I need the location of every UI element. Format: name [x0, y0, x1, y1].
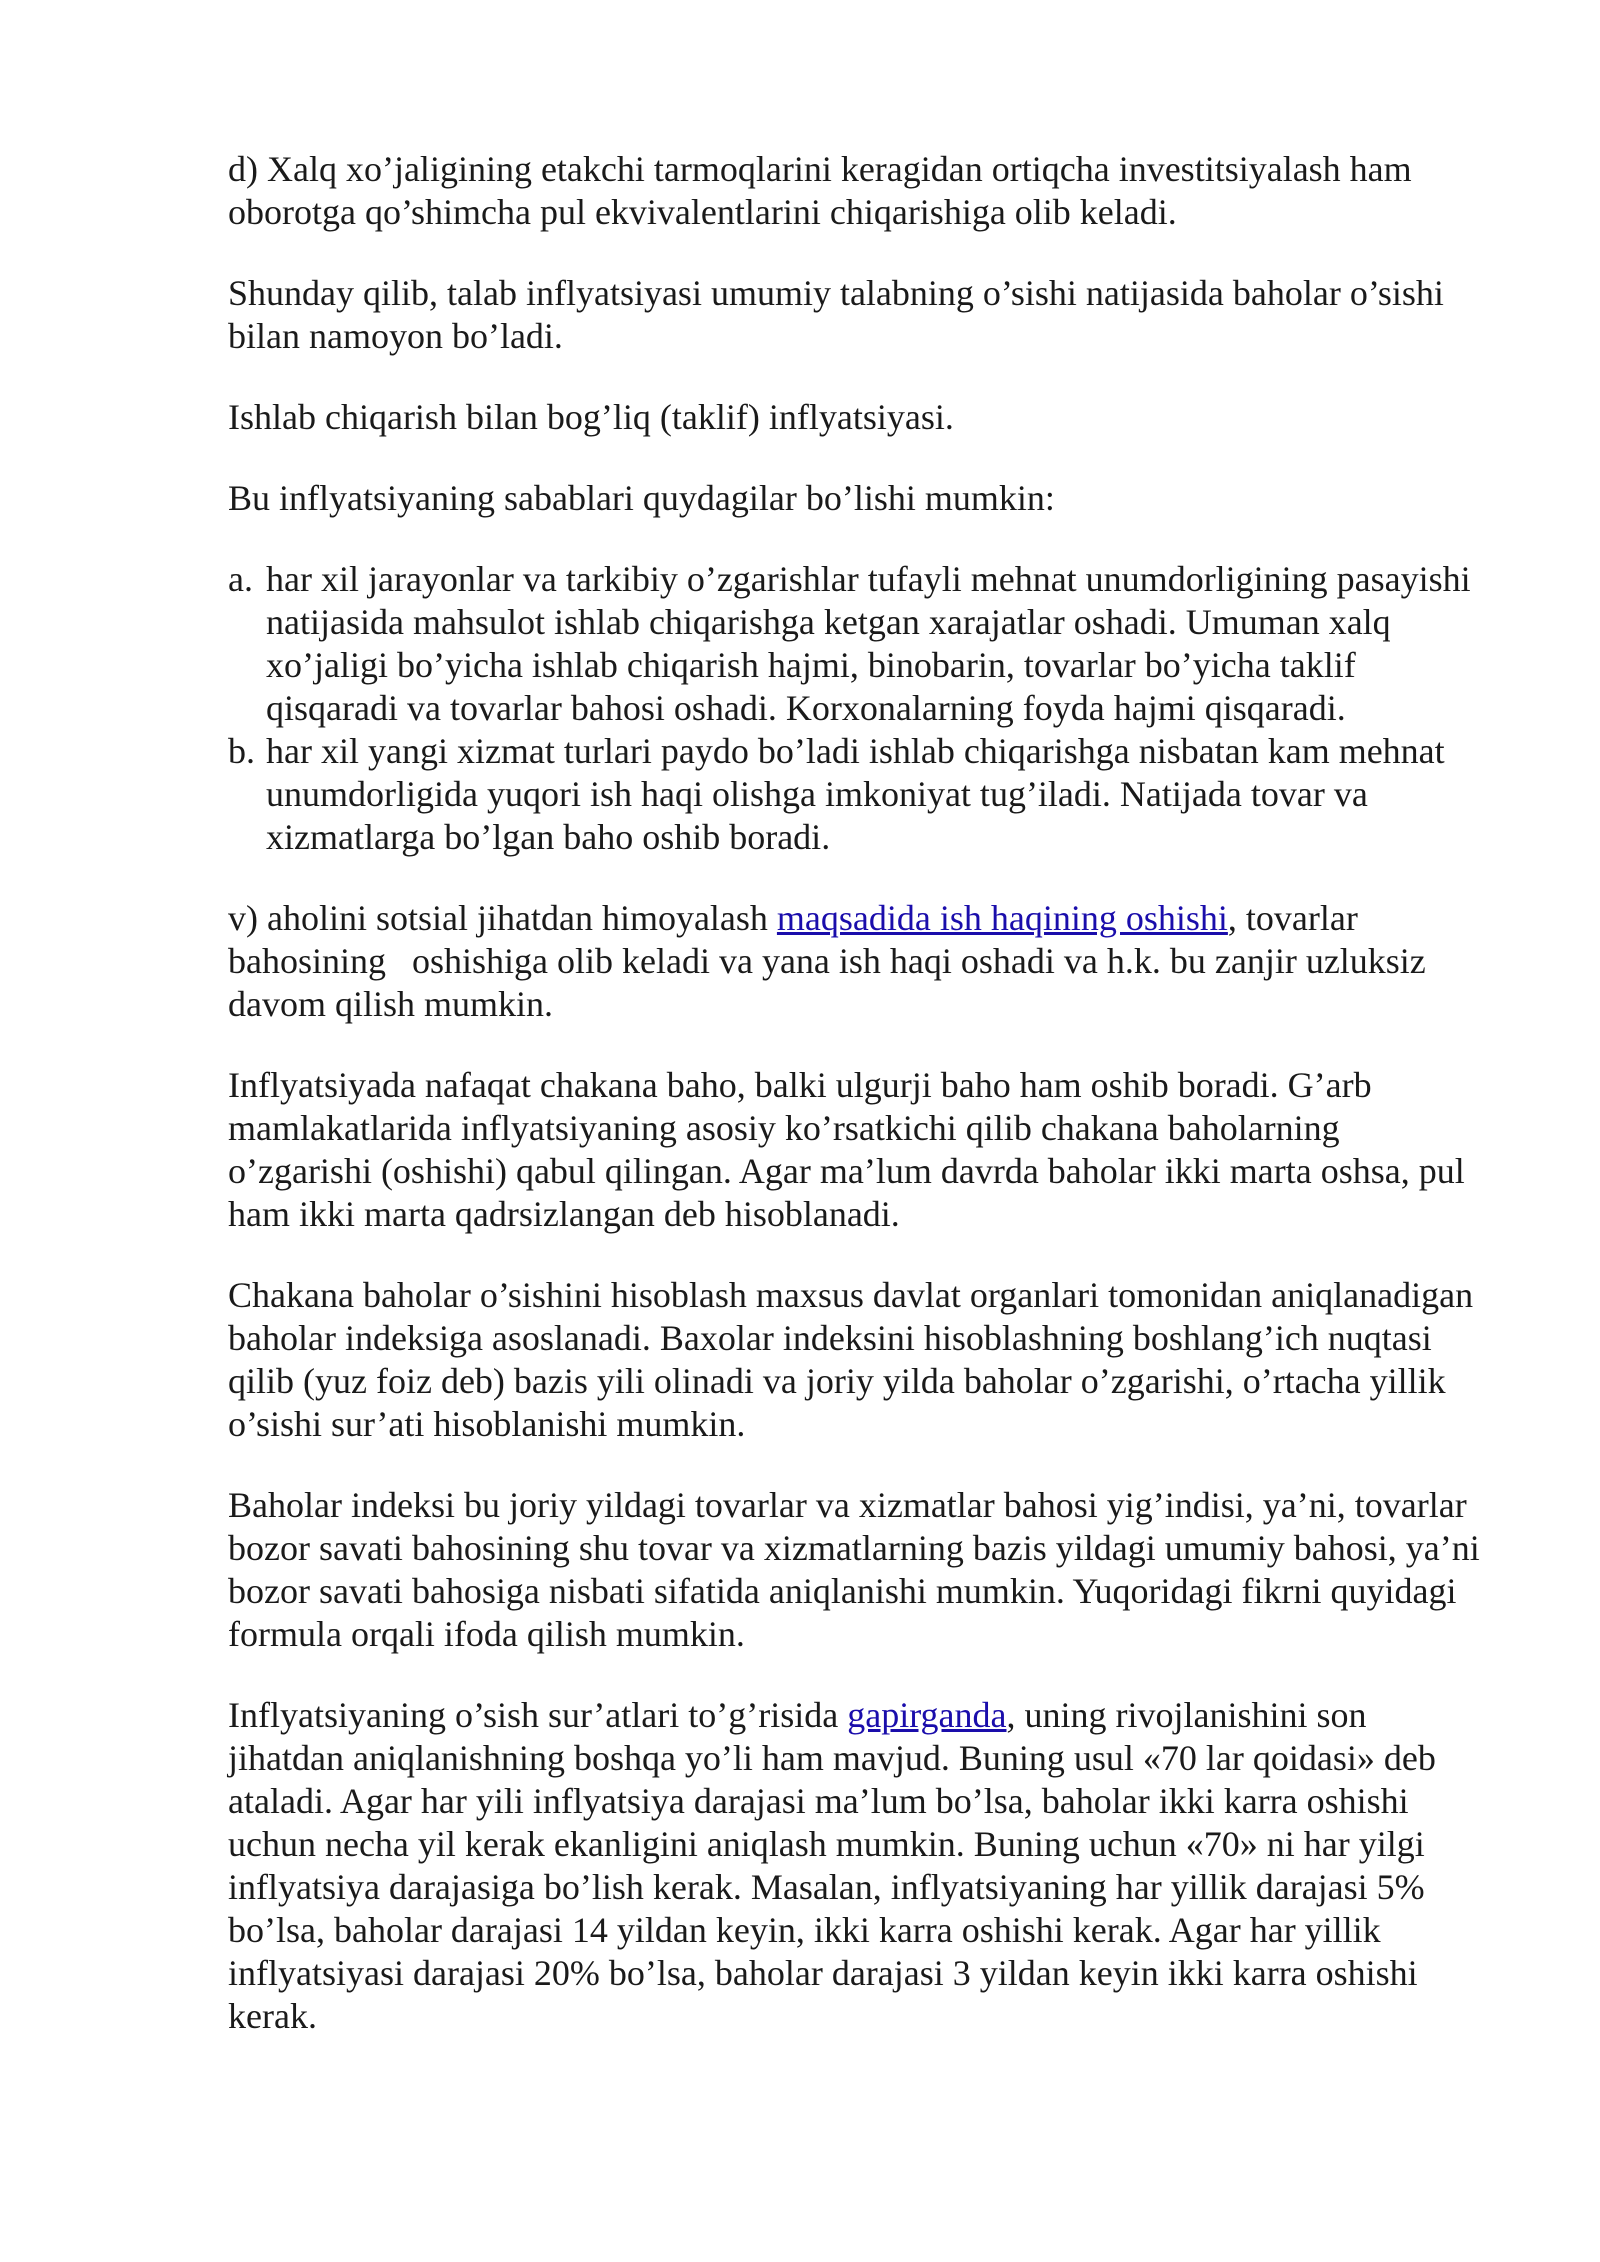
list-item-text: har xil jarayonlar va tarkibiy o’zgarishlar tufayli mehnat unumdorligining pasayishi natijasida mahsulot ishlab chiqarishga ketgan xarajatlar oshadi. Umuman xalq xo’jaligi bo’yicha ishlab chiqarish hajmi, binobarin, tovarlar bo’yicha taklif qisqaradi va tovarlar bahosi oshadi. Korxonalarning foyda hajmi qisqaradi.	[266, 559, 1471, 728]
list-item	[228, 730, 1488, 859]
paragraph-supply-inflation-heading: Ishlab chiqarish bilan bog’liq (taklif) inflyatsiyasi.	[228, 397, 954, 437]
list-item	[228, 558, 1488, 730]
paragraph-causes-intro: Bu inflyatsiyaning sabablari quydagilar bo’lishi mumkin:	[228, 478, 1055, 518]
paragraph-rule-of-70	[228, 1694, 1488, 2038]
paragraph-price-index-definition: Baholar indeksi bu joriy yildagi tovarlar va xizmatlar bahosi yig’indisi, ya’ni, tovarlar bozor savati bahosining shu tovar va xizmatlarning bazis yildagi umumiy bahosi, ya’ni bozor savati bahosiga nisbati sifatida aniqlanishi mumkin. Yuqoridagi fikrni quyidagi formula orqali ifoda qilish mumkin.	[228, 1485, 1480, 1654]
paragraph-social-protection	[228, 897, 1488, 1026]
list-marker: b.	[228, 731, 255, 771]
list-item-text: har xil yangi xizmat turlari paydo bo’ladi ishlab chiqarishga nisbatan kam mehnat unumdorligida yuqori ish haqi olishga imkoniyat tug’iladi. Natijada tovar va xizmatlarga bo’lgan baho oshib boradi.	[266, 731, 1445, 857]
text-segment: , uning rivojlanishini son jihatdan aniqlanishning boshqa yo’li ham mavjud. Buning usul «70 lar qoidasi» deb ataladi. Agar har yili inflyatsiya darajasi ma’lum bo’lsa, baholar ikki karra oshishi uchun necha yil kerak ekanligini aniqlash mumkin. Buning uchun «70» ni har yilgi inflyatsiya darajasiga bo’lish kerak. Masalan, inflyatsiyaning har yillik darajasi 5% bo’lsa, baholar darajasi 14 yildan keyin, ikki karra oshishi kerak. Agar har yillik inflyatsiyasi darajasi 20% bo’lsa, baholar darajasi 3 yildan keyin ikki karra oshishi kerak.	[228, 1695, 1436, 2036]
text-segment: v) aholini sotsial jihatdan himoyalash	[228, 898, 777, 938]
text-segment: , tovarlar bahosining	[228, 898, 1358, 981]
list-marker: a.	[228, 559, 253, 599]
text-segment: oshishiga olib keladi va yana ish haqi oshadi va h.k. bu zanjir uzluksiz davom qilish mumkin.	[228, 941, 1426, 1024]
paragraph-price-index-basis: Chakana baholar o’sishini hisoblash maxsus davlat organlari tomonidan aniqlanadigan baholar indeksiga asoslanadi. Baxolar indeksini hisoblashning boshlang’ich nuqtasi qilib (yuz foiz deb) bazis yili olinadi va joriy yilda baholar o’zgarishi, o’rtacha yillik o’sishi sur’ati hisoblanishi mumkin.	[228, 1275, 1474, 1444]
paragraph-demand-inflation: Shunday qilib, talab inflyatsiyasi umumiy talabning o’sishi natijasida baholar o’sishi bilan namoyon bo’ladi.	[228, 273, 1444, 356]
speaking-link[interactable]: gapirganda	[847, 1695, 1007, 1735]
wage-increase-link[interactable]: maqsadida ish haqining oshishi	[776, 898, 1228, 938]
causes-list	[228, 558, 1488, 859]
text-segment: Inflyatsiyaning o’sish sur’atlari to’g’risida	[228, 1695, 848, 1735]
document-page	[228, 148, 1488, 2076]
paragraph-investment: d) Xalq xo’jaligining etakchi tarmoqlarini keragidan ortiqcha investitsiyalash ham oborotga qo’shimcha pul ekvivalentlarini chiqarishiga olib keladi.	[228, 149, 1412, 232]
paragraph-retail-wholesale: Inflyatsiyada nafaqat chakana baho, balki ulgurji baho ham oshib boradi. G’arb mamlakatlarida inflyatsiyaning asosiy ko’rsatkichi qilib chakana baholarning o’zgarishi (oshishi) qabul qilingan. Agar ma’lum davrda baholar ikki marta oshsa, pul ham ikki marta qadrsizlangan deb hisoblanadi.	[228, 1065, 1465, 1234]
